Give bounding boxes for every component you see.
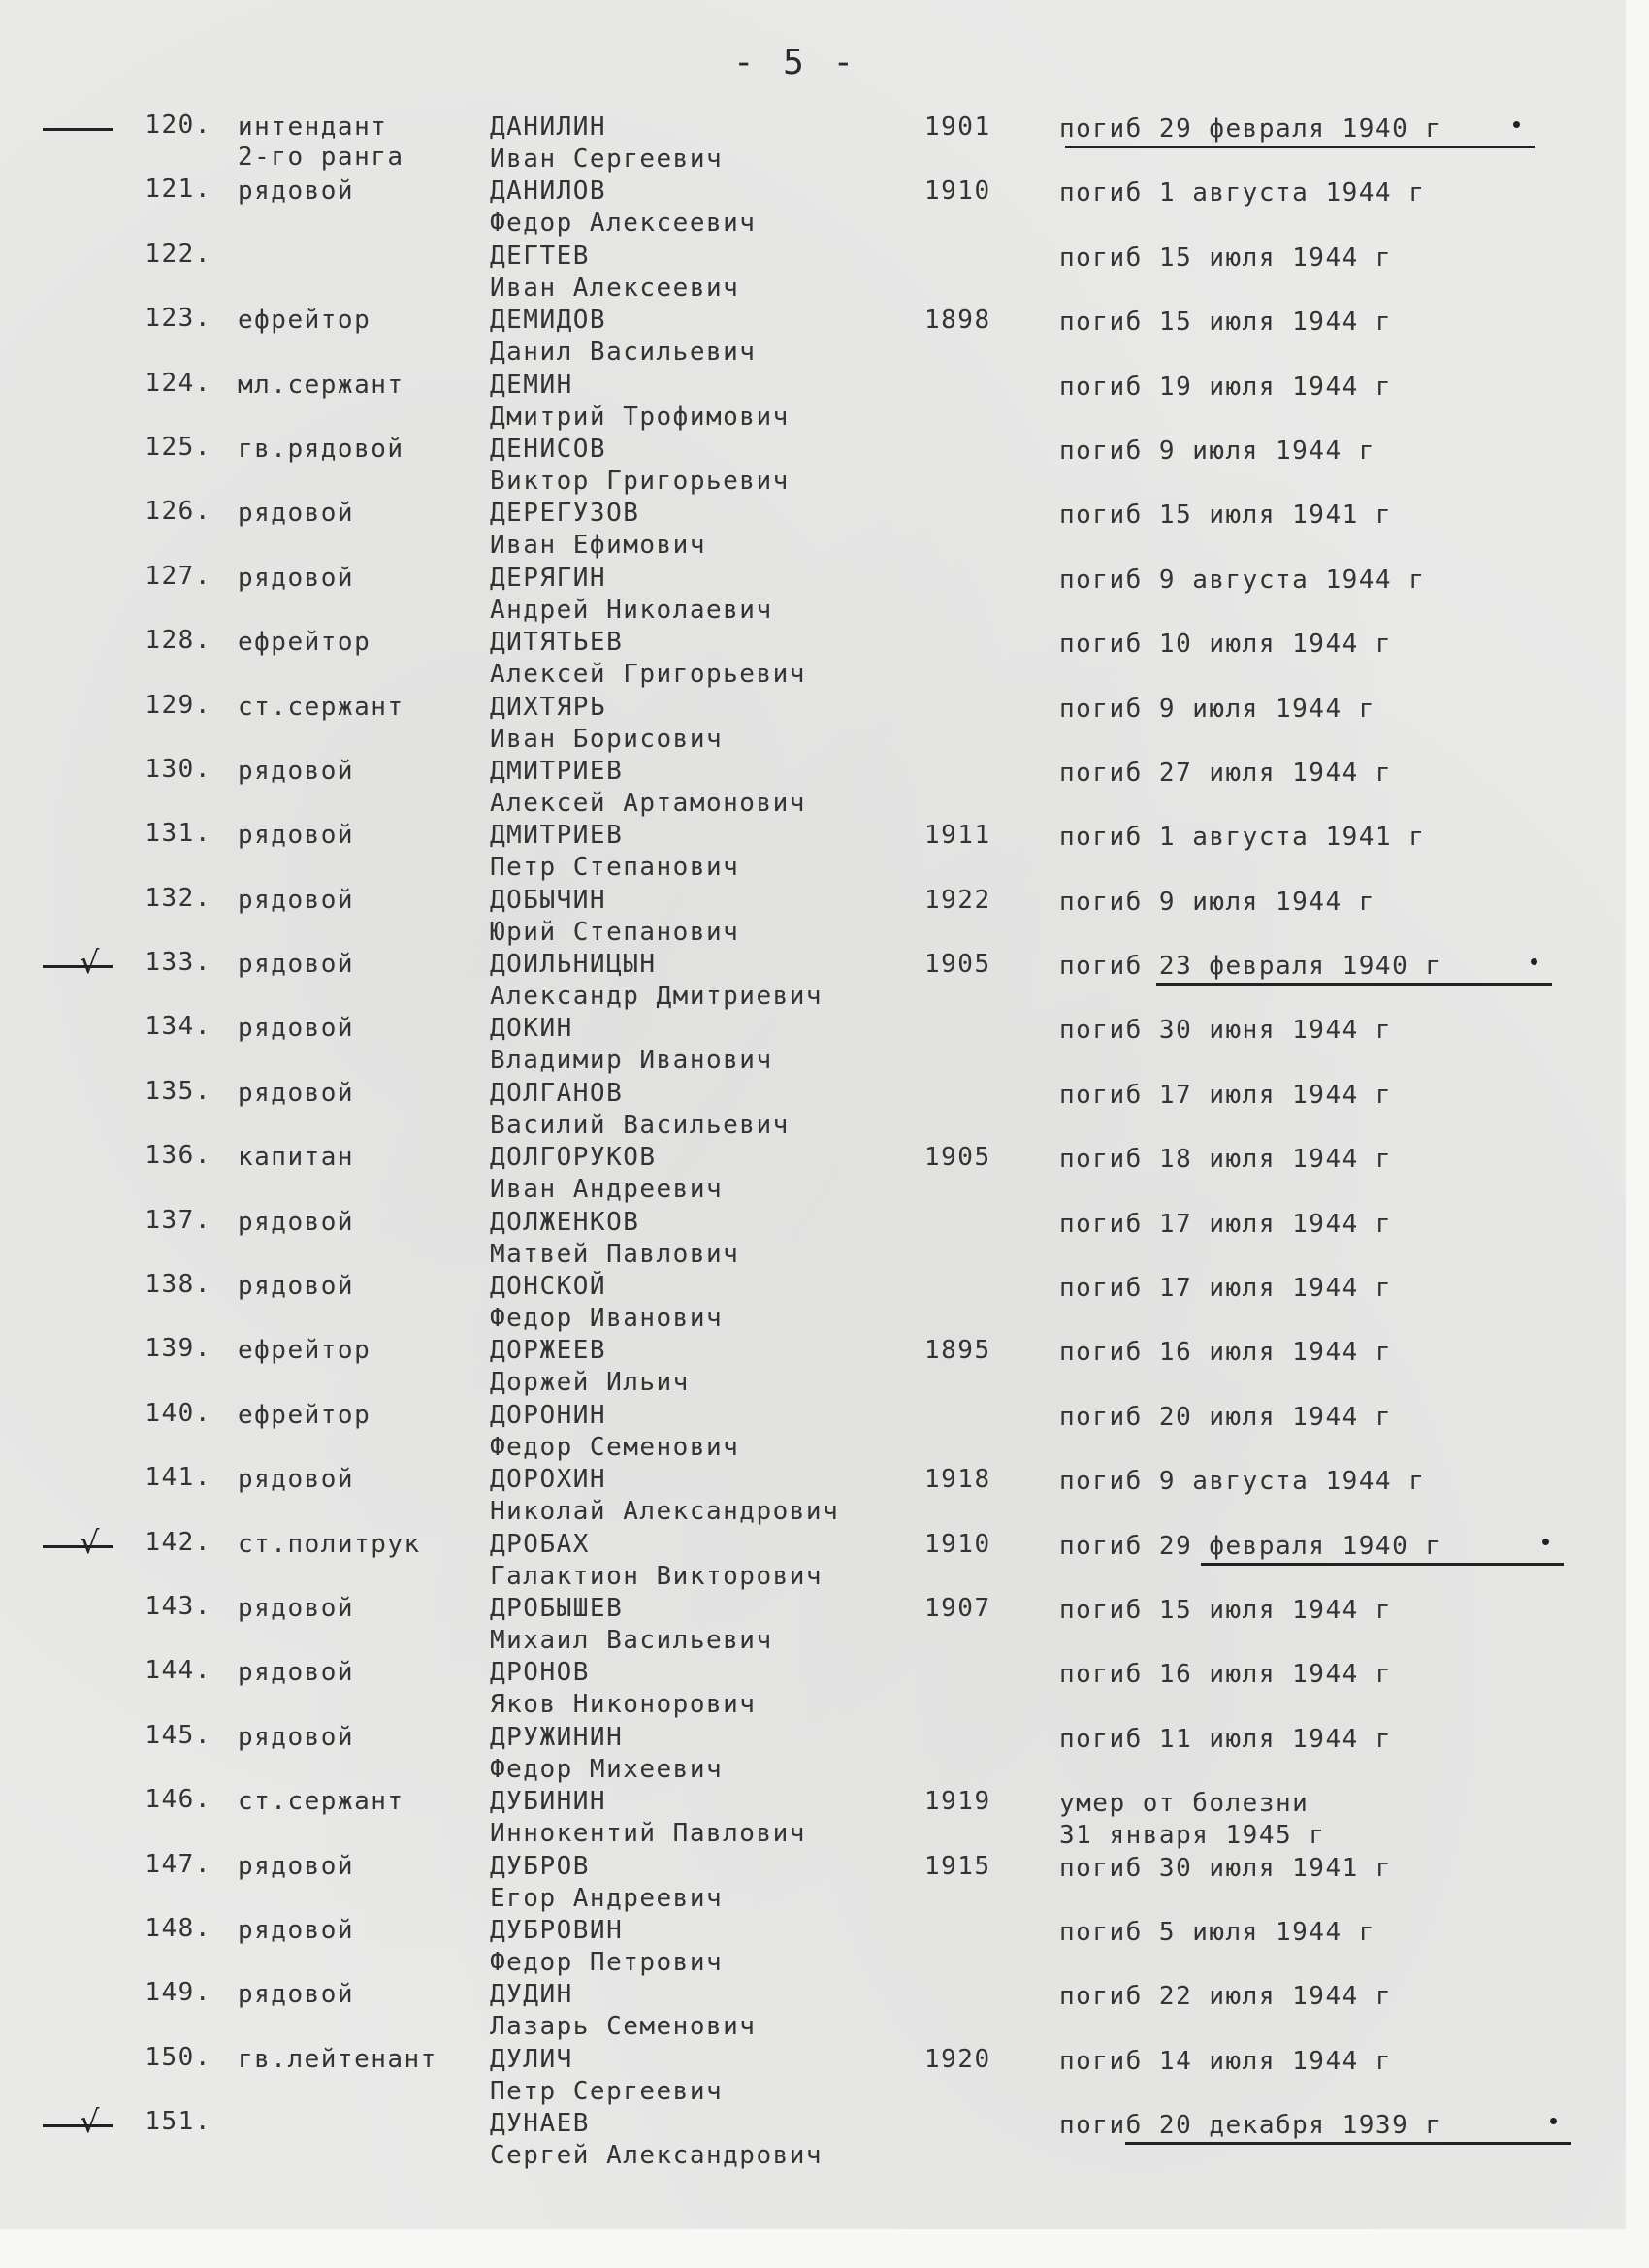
entry-number: 138. — [145, 1270, 211, 1300]
entry-number: 131. — [145, 819, 211, 849]
entry-number: 147. — [145, 1849, 211, 1879]
entry-fate: погиб 1 августа 1941 г — [1059, 823, 1426, 853]
entry-fate: погиб 1 августа 1944 г — [1059, 178, 1426, 209]
entry-number: 122. — [145, 239, 211, 269]
entry-rank: рядовой — [238, 1078, 355, 1108]
entry-rank: рядовой — [238, 1851, 355, 1881]
entry-rank: рядовой — [238, 1207, 355, 1237]
entry-number: 135. — [145, 1076, 211, 1106]
list-item — [0, 1008, 1630, 1076]
entry-given-names: Иван Алексеевич — [490, 273, 740, 303]
entry-surname: ДОРЖЕЕВ — [490, 1336, 607, 1366]
entry-surname: ДОРОХИН — [490, 1465, 607, 1495]
list-item — [0, 1781, 1630, 1851]
entry-rank: капитан — [238, 1143, 355, 1173]
entry-given-names: Иван Ефимович — [490, 531, 706, 561]
entry-given-names: Егор Андреевич — [490, 1883, 724, 1913]
entry-given-names: Иван Сергеевич — [490, 145, 724, 174]
entry-number: 145. — [145, 1720, 211, 1750]
entry-number: 132. — [145, 883, 211, 913]
entry-fate: погиб 17 июля 1944 г — [1059, 1209, 1393, 1239]
list-item — [0, 1910, 1630, 1977]
check-mark-icon: √ — [80, 1523, 100, 1561]
entry-given-names: Василий Васильевич — [490, 1110, 790, 1140]
list-item — [0, 1137, 1630, 1205]
entry-birth-year: 1919 — [924, 1787, 991, 1817]
entry-fate: погиб 18 июля 1944 г — [1059, 1145, 1393, 1175]
list-item — [0, 1073, 1630, 1140]
entry-rank: ефрейтор — [238, 1336, 372, 1366]
entry-birth-year: 1922 — [924, 885, 991, 915]
entry-rank: ефрейтор — [238, 1400, 372, 1430]
entry-surname: ДРУЖИНИН — [490, 1722, 624, 1752]
entry-birth-year: 1910 — [924, 177, 991, 207]
entry-fate: погиб 30 июня 1944 г — [1059, 1016, 1393, 1046]
entry-rank: интендант — [238, 113, 388, 142]
entry-rank: рядовой — [238, 885, 355, 915]
entry-rank: ефрейтор — [238, 628, 372, 658]
entry-number: 127. — [145, 561, 211, 591]
entry-birth-year: 1911 — [924, 821, 991, 851]
entry-fate: погиб 11 июля 1944 г — [1059, 1724, 1393, 1754]
entry-birth-year: 1907 — [924, 1593, 991, 1623]
margin-mark-line — [43, 1545, 113, 1548]
entry-surname: ДОБЫЧИН — [490, 885, 607, 915]
entry-fate: погиб 27 июля 1944 г — [1059, 758, 1393, 788]
list-item — [0, 1652, 1630, 1720]
list-item — [0, 880, 1630, 947]
entry-number: 130. — [145, 754, 211, 784]
list-item — [0, 2103, 1630, 2171]
list-item — [0, 1523, 1630, 1591]
entry-surname: ДЕНИСОВ — [490, 434, 607, 464]
entry-given-names: Сергей Александрович — [490, 2141, 824, 2171]
entry-given-names: Дмитрий Трофимович — [490, 402, 790, 432]
fate-underline — [1125, 2142, 1571, 2145]
entry-fate: погиб 9 августа 1944 г — [1059, 565, 1426, 595]
entry-surname: ДОРОНИН — [490, 1400, 607, 1430]
entry-given-names: Доржей Ильич — [490, 1368, 690, 1398]
entry-number: 137. — [145, 1205, 211, 1235]
entry-given-names: Федор Семенович — [490, 1432, 740, 1462]
check-mark-icon: √ — [80, 944, 100, 982]
list-item — [0, 622, 1630, 690]
entry-birth-year: 1910 — [924, 1529, 991, 1559]
entry-given-names: Андрей Николаевич — [490, 595, 773, 625]
entry-given-names: Иннокентий Павлович — [490, 1819, 806, 1849]
entry-surname: ДРОБАХ — [490, 1529, 590, 1559]
ink-dot — [1531, 958, 1537, 965]
entry-given-names: Федор Иванович — [490, 1304, 724, 1334]
entry-fate: погиб 30 июля 1941 г — [1059, 1853, 1393, 1883]
entry-rank: рядовой — [238, 1980, 355, 2010]
entry-fate: погиб 22 июля 1944 г — [1059, 1982, 1393, 2012]
entry-birth-year: 1905 — [924, 1143, 991, 1173]
entry-given-names: Виктор Григорьевич — [490, 466, 790, 496]
entry-surname: ДМИТРИЕВ — [490, 756, 624, 786]
entry-given-names: Петр Сергеевич — [490, 2076, 724, 2106]
entry-rank: рядовой — [238, 1658, 355, 1688]
list-item — [0, 171, 1630, 239]
list-item — [0, 300, 1630, 368]
entry-surname: ДАНИЛИН — [490, 113, 607, 142]
entry-surname: ДУЛИЧ — [490, 2044, 573, 2074]
entry-surname: ДУБИНИН — [490, 1787, 607, 1817]
list-item — [0, 1202, 1630, 1269]
entry-fate: погиб 20 июля 1944 г — [1059, 1402, 1393, 1432]
entry-rank: рядовой — [238, 821, 355, 851]
entry-surname: ДУНАЕВ — [490, 2109, 590, 2139]
entry-given-names: Иван Андреевич — [490, 1175, 724, 1205]
entry-number: 151. — [145, 2107, 211, 2137]
entry-surname: ДРОБЫШЕВ — [490, 1593, 624, 1623]
entry-number: 149. — [145, 1978, 211, 2008]
entry-number: 139. — [145, 1334, 211, 1364]
list-item — [0, 1330, 1630, 1398]
entry-given-names: Галактион Викторович — [490, 1561, 824, 1591]
entry-rank: рядовой — [238, 1722, 355, 1752]
list-item — [0, 493, 1630, 561]
entry-fate: погиб 9 июля 1944 г — [1059, 436, 1375, 466]
entry-surname: ДУДИН — [490, 1980, 573, 2010]
entry-number: 136. — [145, 1141, 211, 1171]
list-item — [0, 365, 1630, 432]
entry-given-names: Николай Александрович — [490, 1497, 840, 1527]
entry-surname: ДИТЯТЬЕВ — [490, 628, 624, 658]
entry-fate: погиб 17 июля 1944 г — [1059, 1274, 1393, 1304]
entry-fate: погиб 17 июля 1944 г — [1059, 1080, 1393, 1110]
list-item — [0, 429, 1630, 496]
list-item — [0, 751, 1630, 818]
page-number: - 5 - — [732, 43, 858, 82]
entry-surname: ДМИТРИЕВ — [490, 821, 624, 851]
list-item — [0, 1459, 1630, 1527]
entry-fate: погиб 19 июля 1944 г — [1059, 372, 1393, 402]
entry-rank: рядовой — [238, 1915, 355, 1945]
entry-rank: ст.политрук — [238, 1529, 421, 1559]
entry-surname: ДОЛГАНОВ — [490, 1078, 624, 1108]
list-item — [0, 2039, 1630, 2106]
entry-surname: ДОЛГОРУКОВ — [490, 1143, 657, 1173]
entry-number: 150. — [145, 2042, 211, 2072]
entry-surname: ДЕМИН — [490, 370, 573, 400]
entry-birth-year: 1918 — [924, 1465, 991, 1495]
entry-rank: рядовой — [238, 1272, 355, 1302]
entry-fate: погиб 15 июля 1941 г — [1059, 501, 1393, 531]
fate-underline — [1156, 983, 1552, 986]
entry-surname: ДУБРОВИН — [490, 1915, 624, 1945]
entry-given-names: Федор Алексеевич — [490, 209, 757, 239]
entry-number: 140. — [145, 1398, 211, 1428]
list-item — [0, 1395, 1630, 1462]
entry-surname: ДОЛЖЕНКОВ — [490, 1207, 640, 1237]
entry-number: 126. — [145, 497, 211, 527]
list-item — [0, 236, 1630, 303]
list-item — [0, 944, 1630, 1012]
entry-given-names: Федор Петрович — [490, 1947, 724, 1977]
entry-number: 120. — [145, 111, 211, 140]
list-item — [0, 1266, 1630, 1334]
entry-given-names: Юрий Степанович — [490, 917, 740, 947]
entry-number: 143. — [145, 1591, 211, 1621]
entry-birth-year: 1898 — [924, 306, 991, 336]
list-item — [0, 1846, 1630, 1913]
entry-rank: рядовой — [238, 756, 355, 786]
entry-number: 142. — [145, 1527, 211, 1557]
entry-fate: погиб 10 июля 1944 г — [1059, 630, 1393, 660]
entry-given-names: Петр Степанович — [490, 853, 740, 883]
entry-number: 144. — [145, 1656, 211, 1686]
entry-birth-year: 1901 — [924, 113, 991, 142]
entry-rank: рядовой — [238, 1014, 355, 1044]
entry-fate: погиб 23 февраля 1940 г — [1059, 952, 1442, 982]
entry-surname: ДРОНОВ — [490, 1658, 590, 1688]
entry-fate: умер от болезни — [1059, 1789, 1310, 1819]
entry-fate: погиб 15 июля 1944 г — [1059, 308, 1393, 338]
list-item — [0, 558, 1630, 625]
entry-rank: ст.сержант — [238, 1787, 404, 1817]
list-item — [0, 1717, 1630, 1784]
list-item — [0, 815, 1630, 883]
entry-rank: ефрейтор — [238, 306, 372, 336]
list-item — [0, 107, 1630, 174]
entry-surname: ДЕГТЕВ — [490, 241, 590, 271]
entry-birth-year: 1920 — [924, 2044, 991, 2074]
entry-fate: погиб 20 декабря 1939 г — [1059, 2111, 1442, 2141]
ink-dot — [1542, 1539, 1549, 1545]
entry-surname: ДУБРОВ — [490, 1851, 590, 1881]
list-item — [0, 1588, 1630, 1655]
entry-number: 148. — [145, 1913, 211, 1943]
entry-number: 146. — [145, 1785, 211, 1815]
entry-number: 133. — [145, 948, 211, 978]
entry-rank: рядовой — [238, 177, 355, 207]
entry-rank-line2: 2-го ранга — [238, 143, 404, 172]
entry-surname: ДОИЛЬНИЦЫН — [490, 950, 657, 980]
entry-fate: погиб 9 июля 1944 г — [1059, 694, 1375, 724]
entry-given-names: Данил Васильевич — [490, 338, 757, 368]
entry-surname: ДОКИН — [490, 1014, 573, 1044]
entry-rank: рядовой — [238, 1593, 355, 1623]
entry-number: 141. — [145, 1463, 211, 1493]
entry-number: 123. — [145, 304, 211, 334]
entry-rank: мл.сержант — [238, 370, 404, 400]
entry-surname: ДИХТЯРЬ — [490, 692, 607, 722]
entry-fate: погиб 14 июля 1944 г — [1059, 2046, 1393, 2076]
entry-number: 129. — [145, 690, 211, 720]
entry-fate: погиб 16 июля 1944 г — [1059, 1338, 1393, 1368]
entry-surname: ДОНСКОЙ — [490, 1272, 607, 1302]
entry-rank: рядовой — [238, 1465, 355, 1495]
entry-birth-year: 1915 — [924, 1851, 991, 1881]
entry-fate: погиб 15 июля 1944 г — [1059, 1595, 1393, 1625]
entry-rank: ст.сержант — [238, 692, 404, 722]
entry-number: 124. — [145, 368, 211, 398]
entry-rank: гв.рядовой — [238, 434, 404, 464]
entry-number: 125. — [145, 432, 211, 462]
roster-list — [0, 107, 1630, 2171]
entry-given-names: Федор Михеевич — [490, 1754, 724, 1784]
entry-fate: погиб 9 августа 1944 г — [1059, 1467, 1426, 1497]
entry-birth-year: 1905 — [924, 950, 991, 980]
entry-rank: гв.лейтенант — [238, 2044, 437, 2074]
entry-fate: погиб 29 февраля 1940 г — [1059, 114, 1442, 144]
margin-mark-line — [43, 965, 113, 968]
entry-fate: погиб 15 июля 1944 г — [1059, 243, 1393, 273]
entry-surname: ДЕРЕГУЗОВ — [490, 499, 640, 529]
entry-given-names: Алексей Артамонович — [490, 788, 806, 818]
entry-given-names: Александр Дмитриевич — [490, 982, 824, 1012]
entry-fate-line2: 31 января 1945 г — [1059, 1821, 1326, 1851]
entry-number: 121. — [145, 175, 211, 205]
entry-given-names: Матвей Павлович — [490, 1239, 740, 1269]
margin-mark-line — [43, 2124, 113, 2127]
entry-fate: погиб 5 июля 1944 г — [1059, 1917, 1375, 1947]
fate-underline — [1065, 146, 1535, 148]
entry-fate: погиб 9 июля 1944 г — [1059, 887, 1375, 917]
entry-given-names: Иван Борисович — [490, 724, 724, 754]
entry-given-names: Лазарь Семенович — [490, 2012, 757, 2042]
entry-rank: рядовой — [238, 563, 355, 593]
entry-fate: погиб 16 июля 1944 г — [1059, 1660, 1393, 1690]
entry-number: 134. — [145, 1012, 211, 1042]
entry-rank: рядовой — [238, 499, 355, 529]
entry-surname: ДАНИЛОВ — [490, 177, 607, 207]
ink-dot — [1513, 121, 1520, 128]
fate-underline — [1201, 1563, 1564, 1566]
entry-given-names: Владимир Иванович — [490, 1046, 773, 1076]
entry-given-names: Михаил Васильевич — [490, 1625, 773, 1655]
entry-fate: погиб 29 февраля 1940 г — [1059, 1531, 1442, 1561]
entry-given-names: Алексей Григорьевич — [490, 660, 806, 690]
margin-mark-line — [43, 128, 113, 131]
list-item — [0, 1974, 1630, 2042]
entry-rank: рядовой — [238, 950, 355, 980]
entry-given-names: Яков Никонорович — [490, 1690, 757, 1720]
entry-number: 128. — [145, 626, 211, 656]
check-mark-icon: √ — [80, 2103, 100, 2141]
entry-surname: ДЕМИДОВ — [490, 306, 607, 336]
entry-birth-year: 1895 — [924, 1336, 991, 1366]
list-item — [0, 687, 1630, 754]
entry-surname: ДЕРЯГИН — [490, 563, 607, 593]
ink-dot — [1550, 2118, 1557, 2124]
